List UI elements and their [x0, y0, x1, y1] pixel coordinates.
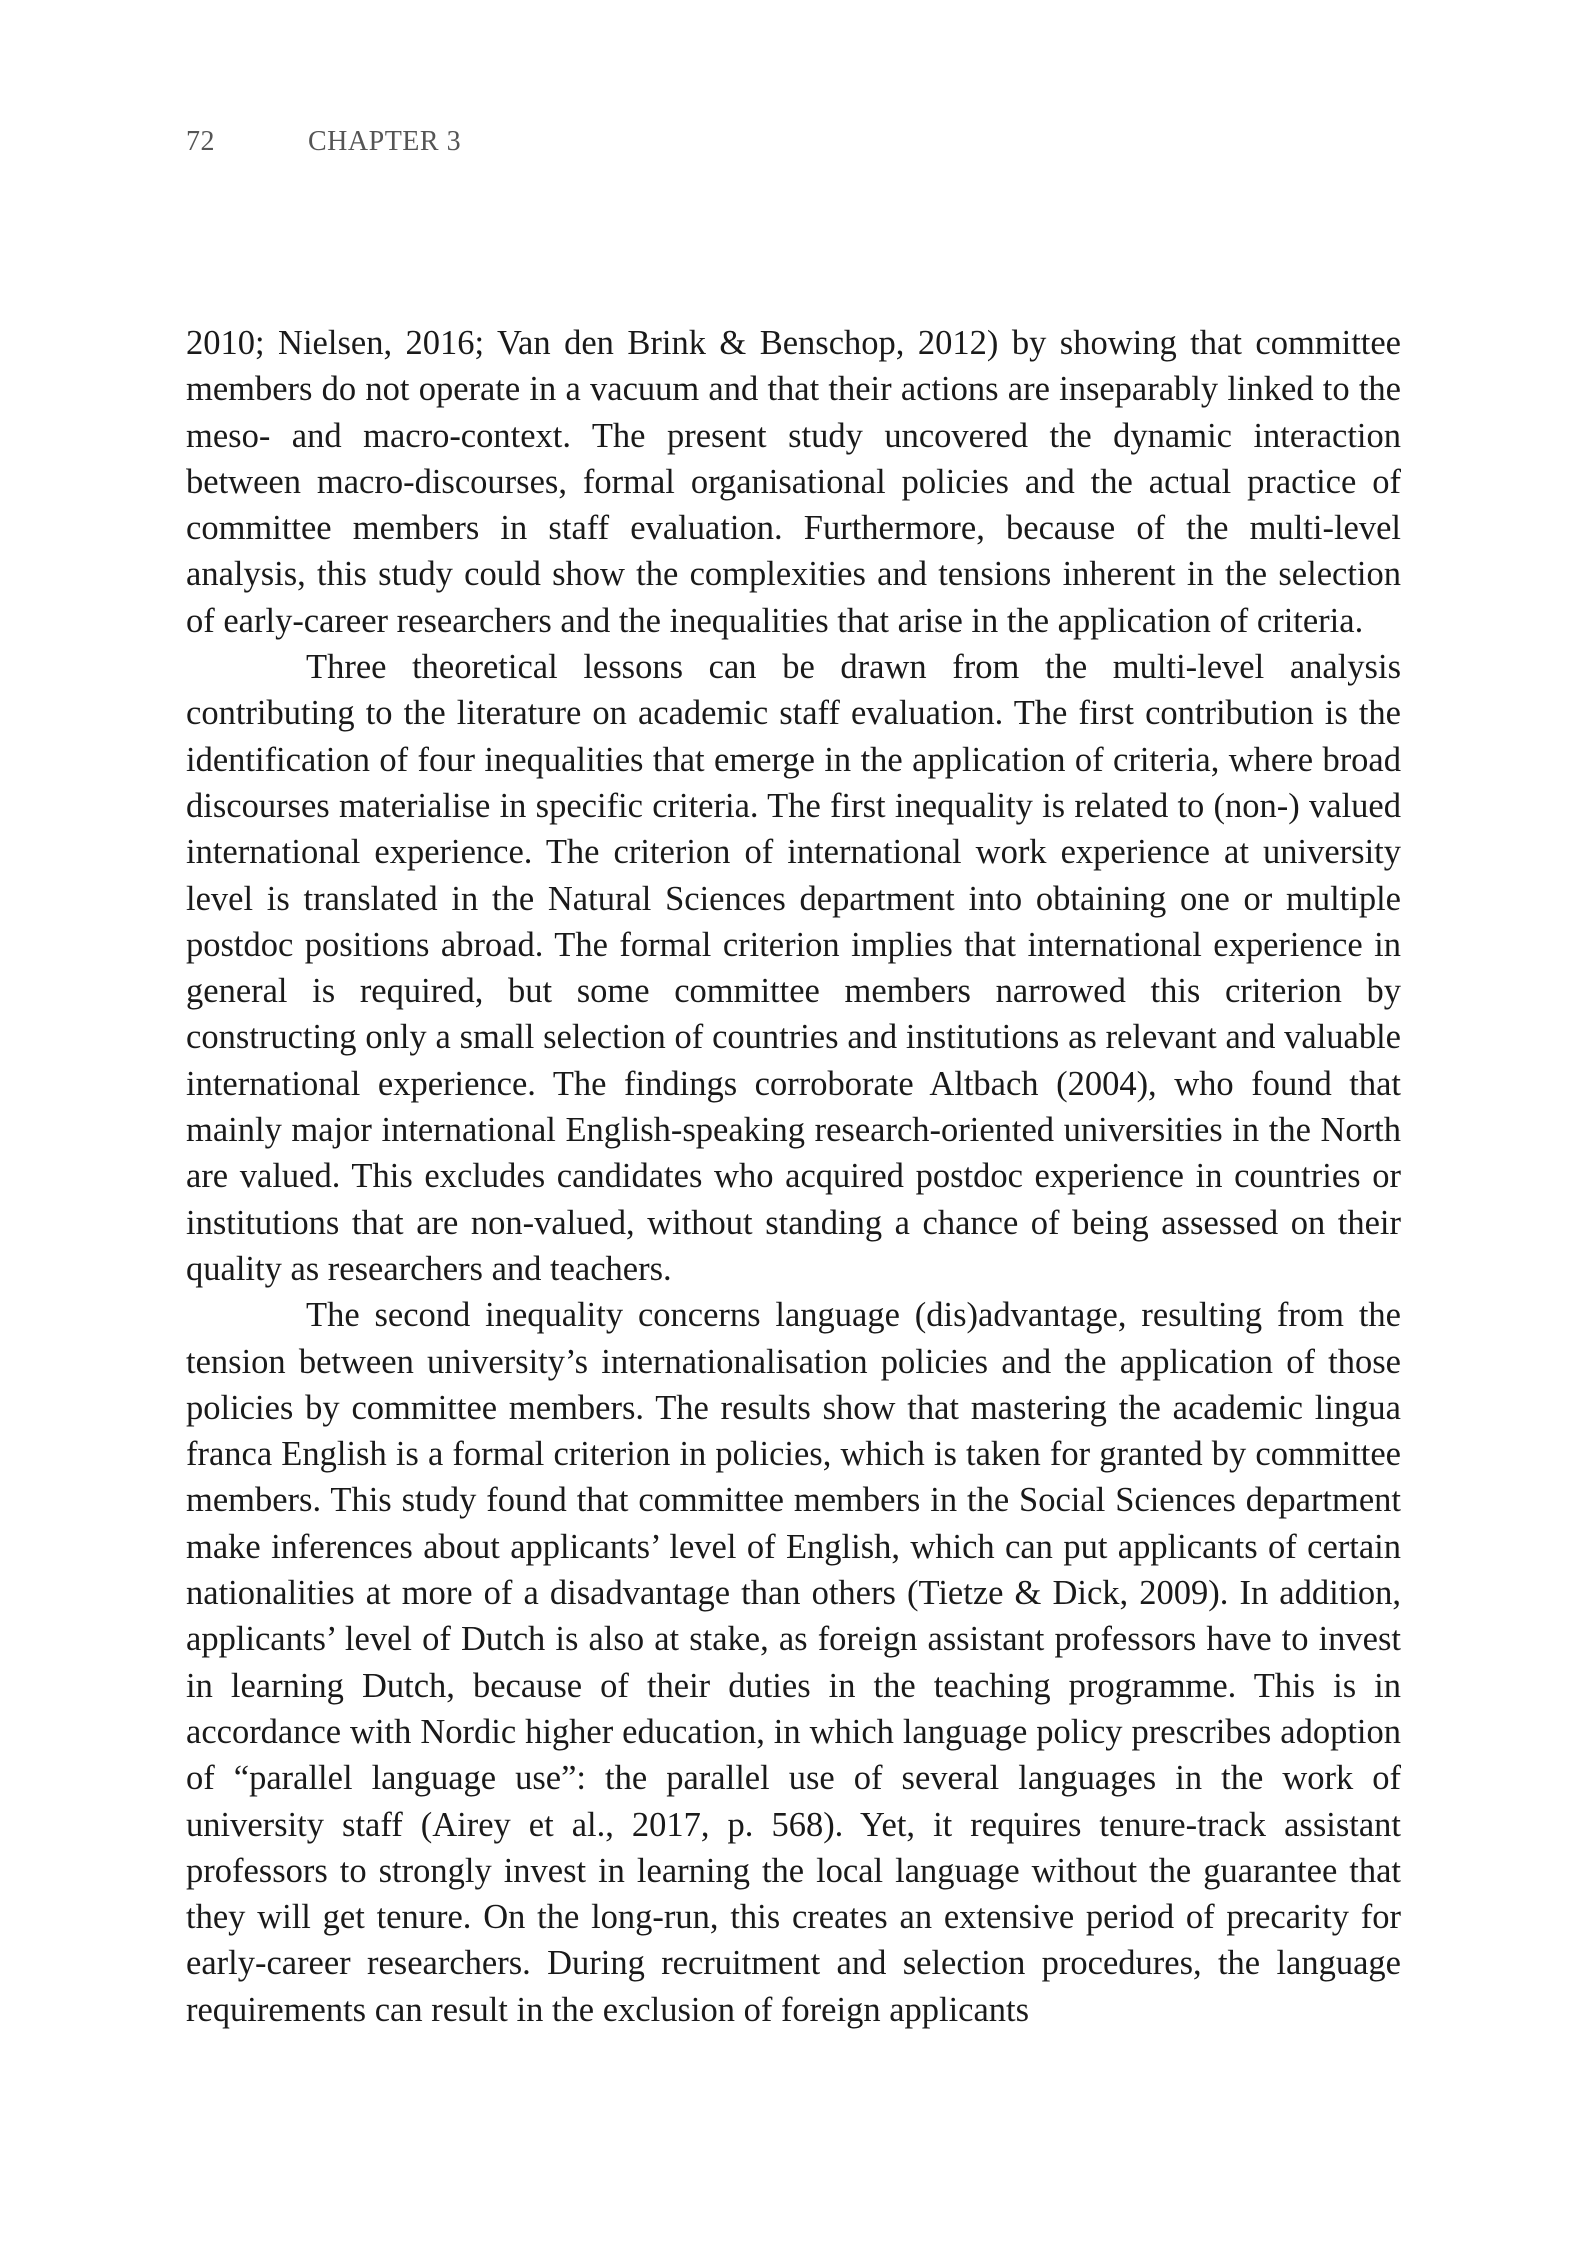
- paragraph: The second inequality concerns language (dis)advantage, resulting from the tension between university’s internationalisation policies and the application of those policies by committee members. The results show that mastering the academic lingua franca English is a formal criterion in policies, which is taken for granted by committee members. This study found that committee members in the Social Sciences department make inferences about applicants’ level of English, which can put applicants of certain nationalities at more of a disadvantage than others (Tietze & Dick, 2009). In addition, applicants’ level of Dutch is also at stake, as foreign assistant professors have to invest in learning Dutch, because of their duties in the teaching programme. This is in accordance with Nordic higher education, in which language policy prescribes adoption of “parallel language use”: the parallel use of several languages in the work of university staff (Airey et al., 2017, p. 568). Yet, it requires tenure-track assistant professors to strongly invest in learning the local language without the guarantee that they will get tenure. On the long-run, this creates an extensive period of precarity for early-career researchers. During recruitment and selection procedures, the language requirements can result in the exclusion of foreign applicants: [186, 1296, 1401, 2029]
- paragraph: Three theoretical lessons can be drawn from the multi-level analysis contributing to the literature on academic staff evaluation. The first contribution is the identification of four inequalities that emerge in the application of criteria, where broad discourses materialise in specific criteria. The first inequality is related to (non-) valued international experience. The criterion of international work experience at university level is translated in the Natural Sciences department into obtaining one or multiple postdoc positions abroad. The formal criterion implies that international experience in general is required, but some committee members narrowed this criterion by constructing only a small selection of countries and institutions as relevant and valuable international experience. The findings corroborate Altbach (2004), who found that mainly major international English-speaking research-oriented universities in the North are valued. This excludes candidates who acquired postdoc experience in countries or institutions that are non-valued, without standing a chance of being assessed on their quality as researchers and teachers.: [186, 648, 1401, 1288]
- page-number: 72: [186, 126, 215, 157]
- paragraph: 2010; Nielsen, 2016; Van den Brink & Benschop, 2012) by showing that committee members do not operate in a vacuum and that their actions are inseparably linked to the meso- and macro-context. The present study uncovered the dynamic interaction between macro-discourses, formal organisational policies and the actual practice of committee members in staff evaluation. Furthermore, because of the multi-level analysis, this study could show the complexities and tensions inherent in the selection of early-career researchers and the inequalities that arise in the application of criteria.: [186, 324, 1401, 640]
- running-head: [186, 126, 461, 158]
- chapter-title: CHAPTER 3: [308, 126, 462, 157]
- body-text: [186, 320, 1401, 2033]
